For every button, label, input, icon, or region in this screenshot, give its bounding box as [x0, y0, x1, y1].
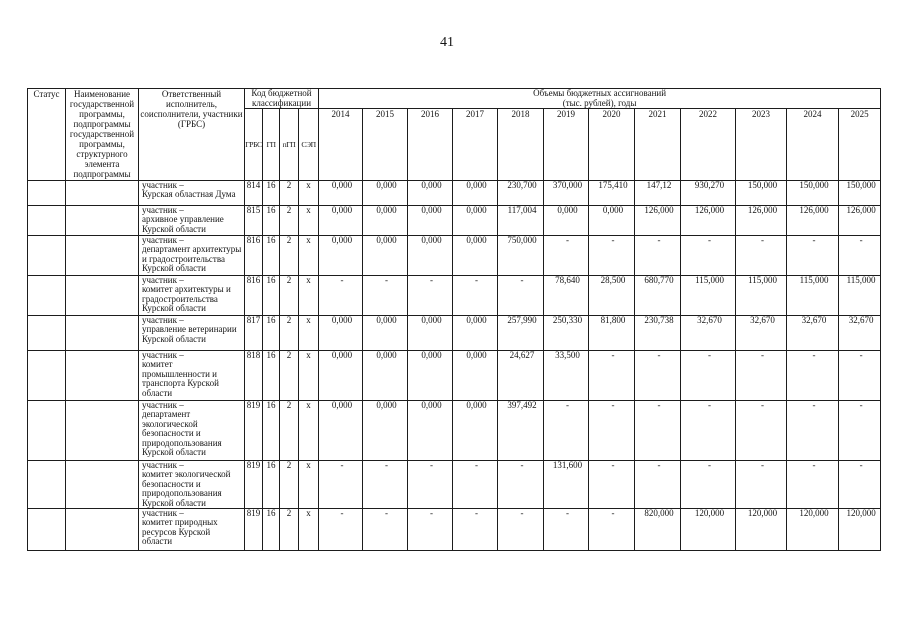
- value-2024-cell: -: [787, 461, 839, 509]
- value-2015-cell: 0,000: [363, 181, 408, 206]
- code-gp-cell: 16: [263, 206, 280, 236]
- code-pgp-cell: 2: [280, 401, 299, 461]
- code-gp-cell: 16: [263, 236, 280, 276]
- header-year-2022: 2022: [681, 109, 736, 181]
- value-2021-cell: -: [635, 351, 681, 401]
- status-cell: [28, 351, 66, 401]
- value-2023-cell: -: [736, 461, 787, 509]
- value-2017-cell: -: [453, 461, 498, 509]
- value-2025-cell: 115,000: [839, 276, 881, 316]
- value-2022-cell: 120,000: [681, 509, 736, 551]
- responsible-cell: участник – Курская областная Дума: [139, 181, 245, 206]
- header-row-top: [28, 89, 881, 109]
- header-code-grbs: ГРБС: [245, 109, 263, 181]
- header-code-gp: ГП: [263, 109, 280, 181]
- value-2015-cell: 0,000: [363, 401, 408, 461]
- value-2020-cell: 28,500: [589, 276, 635, 316]
- code-gp-cell: 16: [263, 181, 280, 206]
- value-2023-cell: 32,670: [736, 316, 787, 351]
- value-2024-cell: 120,000: [787, 509, 839, 551]
- value-2025-cell: -: [839, 351, 881, 401]
- header-code-pgp: пГП: [280, 109, 299, 181]
- value-2021-cell: 680,770: [635, 276, 681, 316]
- page-number: 41: [440, 35, 454, 50]
- code-sep-cell: х: [299, 181, 319, 206]
- code-sep-cell: х: [299, 351, 319, 401]
- table-row: [28, 181, 881, 206]
- value-2017-cell: -: [453, 509, 498, 551]
- value-2020-cell: 0,000: [589, 206, 635, 236]
- code-grbs-cell: 814: [245, 181, 263, 206]
- table-body: [28, 181, 881, 551]
- value-2017-cell: 0,000: [453, 181, 498, 206]
- table-row: [28, 461, 881, 509]
- value-2018-cell: -: [498, 276, 544, 316]
- responsible-cell: участник – комитет экологической безопасности и природопользования Курской области: [139, 461, 245, 509]
- code-pgp-cell: 2: [280, 509, 299, 551]
- value-2017-cell: 0,000: [453, 316, 498, 351]
- value-2018-cell: 230,700: [498, 181, 544, 206]
- header-year-2023: 2023: [736, 109, 787, 181]
- header-status: Статус: [28, 89, 66, 181]
- value-2025-cell: -: [839, 401, 881, 461]
- value-2022-cell: -: [681, 236, 736, 276]
- value-2020-cell: -: [589, 461, 635, 509]
- value-2017-cell: 0,000: [453, 401, 498, 461]
- value-2021-cell: 126,000: [635, 206, 681, 236]
- program-name-cell: [66, 509, 139, 551]
- table-row: [28, 206, 881, 236]
- value-2023-cell: 115,000: [736, 276, 787, 316]
- value-2018-cell: -: [498, 509, 544, 551]
- value-2023-cell: -: [736, 351, 787, 401]
- value-2019-cell: 33,500: [544, 351, 589, 401]
- program-name-cell: [66, 461, 139, 509]
- header-year-2014: 2014: [319, 109, 363, 181]
- value-2018-cell: 257,990: [498, 316, 544, 351]
- value-2019-cell: -: [544, 401, 589, 461]
- responsible-cell: участник – комитет природных ресурсов Курской области: [139, 509, 245, 551]
- value-2023-cell: 120,000: [736, 509, 787, 551]
- value-2016-cell: 0,000: [408, 316, 453, 351]
- value-2021-cell: -: [635, 401, 681, 461]
- program-name-cell: [66, 276, 139, 316]
- value-2022-cell: 126,000: [681, 206, 736, 236]
- value-2023-cell: -: [736, 401, 787, 461]
- value-2018-cell: -: [498, 461, 544, 509]
- value-2023-cell: 150,000: [736, 181, 787, 206]
- status-cell: [28, 461, 66, 509]
- code-pgp-cell: 2: [280, 206, 299, 236]
- value-2024-cell: -: [787, 236, 839, 276]
- value-2019-cell: 78,640: [544, 276, 589, 316]
- program-name-cell: [66, 236, 139, 276]
- value-2024-cell: 115,000: [787, 276, 839, 316]
- header-year-2019: 2019: [544, 109, 589, 181]
- value-2024-cell: -: [787, 351, 839, 401]
- header-year-2018: 2018: [498, 109, 544, 181]
- value-2014-cell: 0,000: [319, 236, 363, 276]
- value-2016-cell: 0,000: [408, 401, 453, 461]
- value-2024-cell: 32,670: [787, 316, 839, 351]
- value-2015-cell: 0,000: [363, 236, 408, 276]
- value-2019-cell: 370,000: [544, 181, 589, 206]
- value-2020-cell: -: [589, 236, 635, 276]
- code-grbs-cell: 816: [245, 276, 263, 316]
- value-2019-cell: -: [544, 509, 589, 551]
- value-2024-cell: 150,000: [787, 181, 839, 206]
- value-2014-cell: -: [319, 461, 363, 509]
- status-cell: [28, 276, 66, 316]
- status-cell: [28, 206, 66, 236]
- header-year-2024: 2024: [787, 109, 839, 181]
- code-pgp-cell: 2: [280, 181, 299, 206]
- code-gp-cell: 16: [263, 401, 280, 461]
- value-2014-cell: 0,000: [319, 206, 363, 236]
- code-sep-cell: х: [299, 206, 319, 236]
- value-2017-cell: 0,000: [453, 351, 498, 401]
- value-2020-cell: -: [589, 401, 635, 461]
- header-funding-volume: Объемы бюджетных ассигнований (тыс. рублей), годы: [319, 89, 881, 109]
- responsible-cell: участник – комитет промышленности и транспорта Курской области: [139, 351, 245, 401]
- value-2023-cell: 126,000: [736, 206, 787, 236]
- value-2021-cell: 147,12: [635, 181, 681, 206]
- status-cell: [28, 401, 66, 461]
- header-year-2015: 2015: [363, 109, 408, 181]
- value-2014-cell: 0,000: [319, 316, 363, 351]
- value-2022-cell: 930,270: [681, 181, 736, 206]
- value-2020-cell: 81,800: [589, 316, 635, 351]
- code-grbs-cell: 817: [245, 316, 263, 351]
- code-grbs-cell: 819: [245, 509, 263, 551]
- value-2022-cell: -: [681, 461, 736, 509]
- table-row: [28, 351, 881, 401]
- code-grbs-cell: 818: [245, 351, 263, 401]
- value-2019-cell: 250,330: [544, 316, 589, 351]
- responsible-cell: участник – комитет архитектуры и градостроительства Курской области: [139, 276, 245, 316]
- value-2014-cell: 0,000: [319, 351, 363, 401]
- value-2017-cell: -: [453, 276, 498, 316]
- table-row: [28, 316, 881, 351]
- value-2021-cell: 820,000: [635, 509, 681, 551]
- value-2017-cell: 0,000: [453, 206, 498, 236]
- value-2022-cell: -: [681, 401, 736, 461]
- value-2015-cell: -: [363, 461, 408, 509]
- value-2014-cell: 0,000: [319, 181, 363, 206]
- value-2016-cell: -: [408, 509, 453, 551]
- table-row: [28, 509, 881, 551]
- header-program-name: Наименование государственной программы, подпрограммы государственной программы, структурного элемента подпрограммы: [66, 89, 139, 181]
- value-2024-cell: 126,000: [787, 206, 839, 236]
- status-cell: [28, 509, 66, 551]
- header-year-2016: 2016: [408, 109, 453, 181]
- value-2025-cell: 126,000: [839, 206, 881, 236]
- code-sep-cell: х: [299, 461, 319, 509]
- code-gp-cell: 16: [263, 316, 280, 351]
- header-year-2017: 2017: [453, 109, 498, 181]
- program-name-cell: [66, 181, 139, 206]
- value-2025-cell: 120,000: [839, 509, 881, 551]
- value-2015-cell: 0,000: [363, 206, 408, 236]
- code-grbs-cell: 819: [245, 461, 263, 509]
- value-2025-cell: 150,000: [839, 181, 881, 206]
- value-2019-cell: 0,000: [544, 206, 589, 236]
- value-2020-cell: -: [589, 351, 635, 401]
- value-2016-cell: 0,000: [408, 181, 453, 206]
- status-cell: [28, 316, 66, 351]
- code-pgp-cell: 2: [280, 461, 299, 509]
- budget-table: [27, 88, 881, 551]
- code-sep-cell: х: [299, 509, 319, 551]
- program-name-cell: [66, 316, 139, 351]
- header-budget-code: Код бюджетной классификации: [245, 89, 319, 109]
- responsible-cell: участник – управление ветеринарии Курской области: [139, 316, 245, 351]
- code-gp-cell: 16: [263, 351, 280, 401]
- table-row: [28, 401, 881, 461]
- code-pgp-cell: 2: [280, 316, 299, 351]
- value-2014-cell: -: [319, 276, 363, 316]
- value-2020-cell: 175,410: [589, 181, 635, 206]
- responsible-cell: участник – архивное управление Курской области: [139, 206, 245, 236]
- header-year-2025: 2025: [839, 109, 881, 181]
- table-row: [28, 276, 881, 316]
- value-2019-cell: 131,600: [544, 461, 589, 509]
- code-grbs-cell: 819: [245, 401, 263, 461]
- responsible-cell: участник – департамент экологической безопасности и природопользования Курской области: [139, 401, 245, 461]
- value-2022-cell: 115,000: [681, 276, 736, 316]
- code-pgp-cell: 2: [280, 276, 299, 316]
- header-year-2020: 2020: [589, 109, 635, 181]
- value-2025-cell: 32,670: [839, 316, 881, 351]
- value-2017-cell: 0,000: [453, 236, 498, 276]
- value-2022-cell: 32,670: [681, 316, 736, 351]
- value-2016-cell: -: [408, 461, 453, 509]
- code-sep-cell: х: [299, 316, 319, 351]
- value-2016-cell: 0,000: [408, 351, 453, 401]
- value-2020-cell: -: [589, 509, 635, 551]
- value-2021-cell: -: [635, 461, 681, 509]
- code-sep-cell: х: [299, 236, 319, 276]
- value-2015-cell: 0,000: [363, 316, 408, 351]
- value-2021-cell: 230,738: [635, 316, 681, 351]
- code-grbs-cell: 816: [245, 236, 263, 276]
- value-2018-cell: 117,004: [498, 206, 544, 236]
- code-grbs-cell: 815: [245, 206, 263, 236]
- value-2025-cell: -: [839, 461, 881, 509]
- program-name-cell: [66, 401, 139, 461]
- value-2018-cell: 750,000: [498, 236, 544, 276]
- status-cell: [28, 181, 66, 206]
- value-2019-cell: -: [544, 236, 589, 276]
- code-sep-cell: х: [299, 401, 319, 461]
- header-responsible: Ответственный исполнитель, соисполнители, участники (ГРБС): [139, 89, 245, 181]
- program-name-cell: [66, 206, 139, 236]
- header-year-2021: 2021: [635, 109, 681, 181]
- value-2018-cell: 24,627: [498, 351, 544, 401]
- table-header: [28, 89, 881, 181]
- code-gp-cell: 16: [263, 461, 280, 509]
- value-2015-cell: -: [363, 276, 408, 316]
- value-2023-cell: -: [736, 236, 787, 276]
- code-gp-cell: 16: [263, 276, 280, 316]
- status-cell: [28, 236, 66, 276]
- header-code-sep: СЭП: [299, 109, 319, 181]
- value-2025-cell: -: [839, 236, 881, 276]
- value-2018-cell: 397,492: [498, 401, 544, 461]
- value-2014-cell: 0,000: [319, 401, 363, 461]
- code-sep-cell: х: [299, 276, 319, 316]
- value-2014-cell: -: [319, 509, 363, 551]
- code-pgp-cell: 2: [280, 236, 299, 276]
- value-2015-cell: 0,000: [363, 351, 408, 401]
- value-2021-cell: -: [635, 236, 681, 276]
- code-pgp-cell: 2: [280, 351, 299, 401]
- code-gp-cell: 16: [263, 509, 280, 551]
- value-2015-cell: -: [363, 509, 408, 551]
- value-2024-cell: -: [787, 401, 839, 461]
- table-row: [28, 236, 881, 276]
- value-2016-cell: 0,000: [408, 206, 453, 236]
- value-2016-cell: -: [408, 276, 453, 316]
- responsible-cell: участник – департамент архитектуры и градостроительства Курской области: [139, 236, 245, 276]
- program-name-cell: [66, 351, 139, 401]
- value-2022-cell: -: [681, 351, 736, 401]
- value-2016-cell: 0,000: [408, 236, 453, 276]
